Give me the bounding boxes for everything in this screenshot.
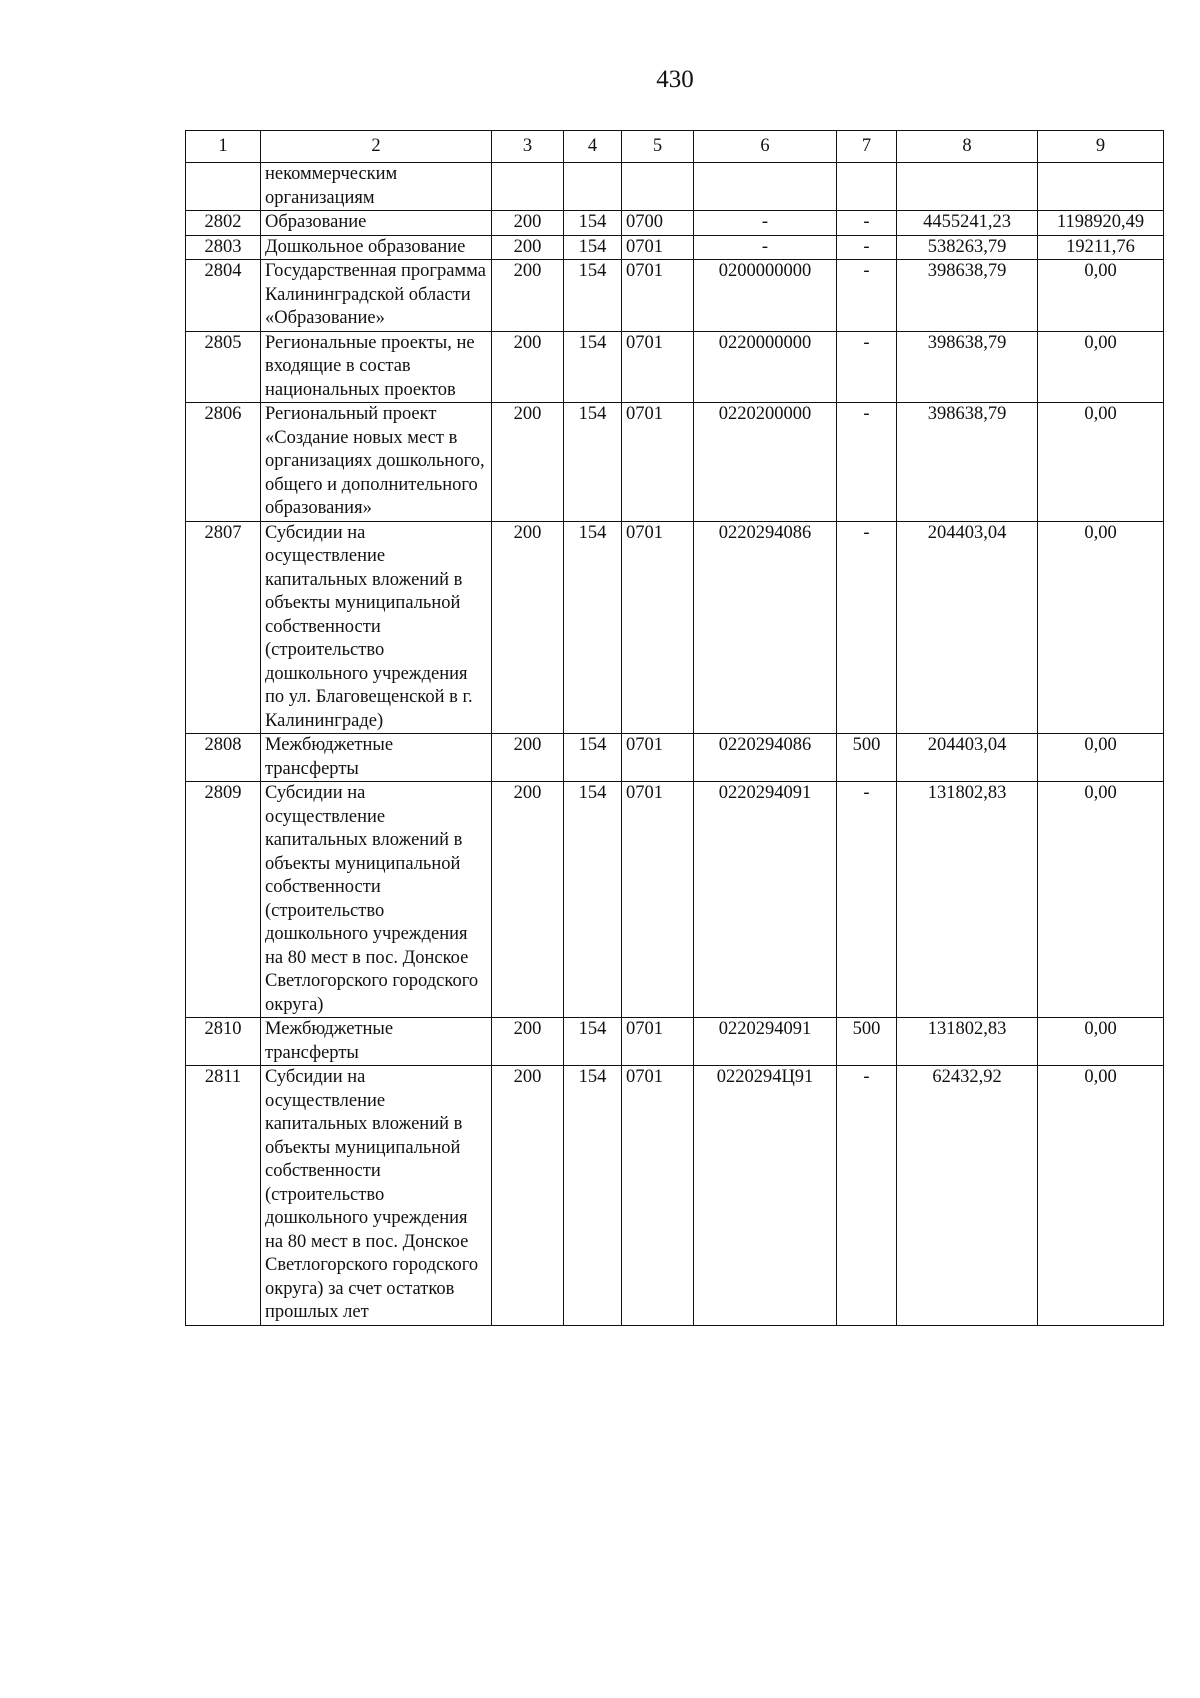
amount-cell: 204403,04 [897,734,1038,782]
page-number: 430 [656,66,694,93]
header-cell: 8 [897,131,1038,163]
cell: - [837,331,897,403]
item-name: Образование [261,211,492,236]
cell: 0701 [622,734,694,782]
amount-cell: 0,00 [1038,1066,1164,1326]
amount-cell: 0,00 [1038,734,1164,782]
cell: 200 [492,403,564,522]
row-number: 2809 [186,782,261,1018]
cell: 200 [492,734,564,782]
budget-table [185,130,1164,1326]
cell: 154 [564,1018,622,1066]
cell: - [694,211,837,236]
amount-cell: 0,00 [1038,403,1164,522]
cell [622,163,694,211]
amount-cell: 398638,79 [897,403,1038,522]
cell [694,163,837,211]
item-name: Межбюджетные трансферты [261,734,492,782]
header-cell: 5 [622,131,694,163]
table-row [186,331,1164,403]
table-row [186,403,1164,522]
cell: 0700 [622,211,694,236]
table-row [186,1018,1164,1066]
item-name: Дошкольное образование [261,235,492,260]
cell: 154 [564,734,622,782]
cell: 0701 [622,403,694,522]
amount-cell: 19211,76 [1038,235,1164,260]
cell: - [837,521,897,734]
cell: 154 [564,403,622,522]
item-name: Региональные проекты, не входящие в состав национальных проектов [261,331,492,403]
cell: 0701 [622,260,694,332]
amount-cell: 0,00 [1038,260,1164,332]
amount-cell [897,163,1038,211]
row-number: 2808 [186,734,261,782]
amount-cell: 0,00 [1038,521,1164,734]
cell: 0200000000 [694,260,837,332]
header-cell: 2 [261,131,492,163]
header-cell: 3 [492,131,564,163]
cell: 0701 [622,1066,694,1326]
table-row [186,521,1164,734]
cell: 154 [564,521,622,734]
amount-cell: 204403,04 [897,521,1038,734]
amount-cell [1038,163,1164,211]
cell: 154 [564,260,622,332]
item-name: Межбюджетные трансферты [261,1018,492,1066]
cell: 0701 [622,235,694,260]
amount-cell: 398638,79 [897,260,1038,332]
header-row [186,131,1164,163]
cell [492,163,564,211]
cell: 0701 [622,782,694,1018]
cell: 200 [492,1066,564,1326]
cell: - [837,782,897,1018]
amount-cell: 398638,79 [897,331,1038,403]
table-row [186,1066,1164,1326]
table-row [186,211,1164,236]
cell: - [837,1066,897,1326]
cell: 0220294Ц91 [694,1066,837,1326]
cell: - [837,403,897,522]
cell: 200 [492,211,564,236]
cell: 0701 [622,331,694,403]
cell: 500 [837,734,897,782]
cell: 200 [492,521,564,734]
cell: 0220000000 [694,331,837,403]
item-name: Субсидии на осуществление капитальных вложений в объекты муниципальной собственности (строительство дошкольного учреждения на 80 мест в пос. Донское Светлогорского городского округа) за счет остатков прошлых лет [261,1066,492,1326]
table-row [186,734,1164,782]
cell: 0701 [622,521,694,734]
amount-cell: 0,00 [1038,782,1164,1018]
cell: 154 [564,235,622,260]
row-number: 2805 [186,331,261,403]
item-name: Субсидии на осуществление капитальных вложений в объекты муниципальной собственности (строительство дошкольного учреждения на 80 мест в пос. Донское Светлогорского городского округа) [261,782,492,1018]
cell: 200 [492,1018,564,1066]
amount-cell: 131802,83 [897,1018,1038,1066]
amount-cell: 1198920,49 [1038,211,1164,236]
item-name: Субсидии на осуществление капитальных вложений в объекты муниципальной собственности (строительство дошкольного учреждения по ул. Благовещенской в г. Калининграде) [261,521,492,734]
table-row [186,163,1164,211]
cell [564,163,622,211]
cell: 154 [564,1066,622,1326]
cell: 0701 [622,1018,694,1066]
cell: - [837,235,897,260]
cell: 200 [492,331,564,403]
cell: - [837,260,897,332]
amount-cell: 62432,92 [897,1066,1038,1326]
item-name: Государственная программа Калининградской области «Образование» [261,260,492,332]
table-row [186,260,1164,332]
row-number: 2806 [186,403,261,522]
cell: 200 [492,235,564,260]
row-number: 2807 [186,521,261,734]
row-number: 2803 [186,235,261,260]
cell: 154 [564,782,622,1018]
cell: - [694,235,837,260]
amount-cell: 538263,79 [897,235,1038,260]
header-cell: 9 [1038,131,1164,163]
item-name: некоммерческим организациям [261,163,492,211]
cell: 154 [564,211,622,236]
cell: 500 [837,1018,897,1066]
item-name: Региональный проект «Создание новых мест в организациях дошкольного, общего и дополнительного образования» [261,403,492,522]
cell: 0220200000 [694,403,837,522]
table-row [186,235,1164,260]
amount-cell: 0,00 [1038,331,1164,403]
cell: 0220294091 [694,782,837,1018]
amount-cell: 4455241,23 [897,211,1038,236]
header-cell: 6 [694,131,837,163]
header-cell: 7 [837,131,897,163]
amount-cell: 0,00 [1038,1018,1164,1066]
row-number [186,163,261,211]
cell [837,163,897,211]
cell: 0220294091 [694,1018,837,1066]
header-cell: 1 [186,131,261,163]
cell: 154 [564,331,622,403]
cell: 200 [492,782,564,1018]
cell: 200 [492,260,564,332]
cell: 0220294086 [694,521,837,734]
row-number: 2802 [186,211,261,236]
cell: - [837,211,897,236]
row-number: 2810 [186,1018,261,1066]
header-cell: 4 [564,131,622,163]
cell: 0220294086 [694,734,837,782]
row-number: 2804 [186,260,261,332]
table-row [186,782,1164,1018]
amount-cell: 131802,83 [897,782,1038,1018]
row-number: 2811 [186,1066,261,1326]
